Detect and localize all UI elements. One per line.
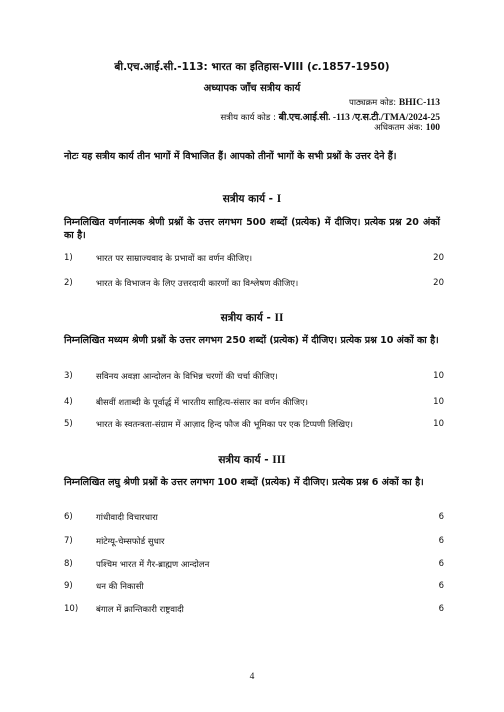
title-prefix: बी.एच.आई.सी.-113: भारत का इतिहास-VIII ( <box>114 61 312 73</box>
document-subtitle: अध्यापक जाँच सत्रीय कार्य <box>203 83 301 94</box>
question-number: 1) <box>64 253 73 263</box>
question-text: गांधीवादी विचारधारा <box>96 513 158 523</box>
question-number: 3) <box>64 371 73 381</box>
section-instruction-2: निम्नलिखित मध्यम श्रेणी प्रश्नों के उत्तर लगभग 250 शब्दों (प्रत्येक) में दीजिए। प्रत्येक प्रश्न 10 अंकों का है। <box>64 335 439 346</box>
course-code-line <box>349 97 440 108</box>
max-marks-line <box>374 122 440 133</box>
section-instruction-3: निम्नलिखित लघु श्रेणी प्रश्नों के उत्तर लगभग 100 शब्दों (प्रत्येक) में दीजिए। प्रत्येक प्रश्न 6 अंकों का है। <box>64 477 424 488</box>
title-italic: c. <box>311 61 322 73</box>
question-marks: 6 <box>438 512 444 522</box>
max-marks-value: 100 <box>425 123 440 133</box>
question-text: भारत पर साम्राज्यवाद के प्रभावों का वर्णन कीजिए। <box>96 254 253 264</box>
course-code-label: पाठ्यक्रम कोड: <box>349 98 397 108</box>
max-marks-label: अधिकतम अंक: <box>374 123 424 133</box>
section-roman-numeral: III <box>272 454 286 466</box>
question-marks: 10 <box>433 397 444 407</box>
question-item <box>64 512 444 524</box>
section-title-1 <box>0 192 504 206</box>
question-item <box>64 559 444 571</box>
question-number: 8) <box>64 559 73 569</box>
question-text: भारत के स्वतन्त्रता-संग्राम में आज़ाद हिन्द फौज की भूमिका पर एक टिप्पणी लिखिए। <box>96 420 354 430</box>
question-item <box>64 536 444 548</box>
question-text: पश्चिम भारत में गैर-ब्राह्मण आन्दोलन <box>96 560 210 570</box>
question-marks: 10 <box>433 371 444 381</box>
document-title <box>0 60 504 74</box>
question-marks: 20 <box>433 278 444 288</box>
question-text: बीसवीं शताब्दी के पूर्वार्द्ध में भारतीय साहित्य-संसार का वर्णन कीजिए। <box>96 398 308 408</box>
assignment-code-label: सत्रीय कार्य कोड : <box>220 113 276 123</box>
title-suffix: 1857-1950) <box>321 61 390 73</box>
course-code-value: BHIC-113 <box>398 98 440 108</box>
question-item <box>64 371 444 383</box>
question-text: धन की निकासी <box>96 582 144 592</box>
question-number: 6) <box>64 512 73 522</box>
question-marks: 20 <box>433 253 444 263</box>
instructions-note: नोटः यह सत्रीय कार्य तीन भागों में विभाजित हैं। आपको तीनों भागों के सभी प्रश्नों के उत्तर देने हैं। <box>64 151 397 162</box>
section-roman-numeral: II <box>274 312 284 324</box>
question-text: सविनय अवज्ञा आन्दोलन के विभिन्न चरणों की चर्चा कीजिए। <box>96 372 278 382</box>
question-marks: 6 <box>438 536 444 546</box>
question-text: बंगाल में क्रान्तिकारी राष्ट्रवादी <box>96 605 184 615</box>
question-item <box>64 581 444 593</box>
question-marks: 6 <box>438 604 444 614</box>
page-number: 4 <box>249 672 255 682</box>
section-title-2 <box>0 311 504 325</box>
question-item <box>64 397 444 409</box>
question-number: 9) <box>64 581 73 591</box>
question-marks: 6 <box>438 559 444 569</box>
question-item <box>64 253 444 265</box>
question-number: 10) <box>64 604 79 614</box>
question-number: 2) <box>64 278 73 288</box>
question-number: 4) <box>64 397 73 407</box>
section-title-text: सत्रीय कार्य - <box>220 312 275 324</box>
question-marks: 10 <box>433 419 444 429</box>
question-number: 5) <box>64 419 73 429</box>
question-number: 7) <box>64 536 73 546</box>
question-marks: 6 <box>438 581 444 591</box>
section-instruction-1: निम्नलिखित वर्णनात्मक श्रेणी प्रश्नों के उत्तर लगभग 500 शब्दों (प्रत्येक) में दीजिए। प्रत्येक प्रश्न 20 अंकों का है। <box>64 217 440 241</box>
question-text: मांटेग्यू-चेम्सफोर्ड सुधार <box>96 537 165 547</box>
section-title-text: सत्रीय कार्य - <box>222 193 277 205</box>
question-text: भारत के विभाजन के लिए उत्तरदायी कारणों का विश्लेषण कीजिए। <box>96 279 299 289</box>
section-title-3 <box>0 453 504 467</box>
section-roman-numeral: I <box>276 193 282 205</box>
question-item <box>64 604 444 616</box>
question-item <box>64 278 444 290</box>
question-item <box>64 419 444 431</box>
assignment-code-value: बी.एच.आई.सी. -113 /ए.स.टी./TMA/2024-25 <box>278 113 440 123</box>
section-title-text: सत्रीय कार्य - <box>218 454 273 466</box>
